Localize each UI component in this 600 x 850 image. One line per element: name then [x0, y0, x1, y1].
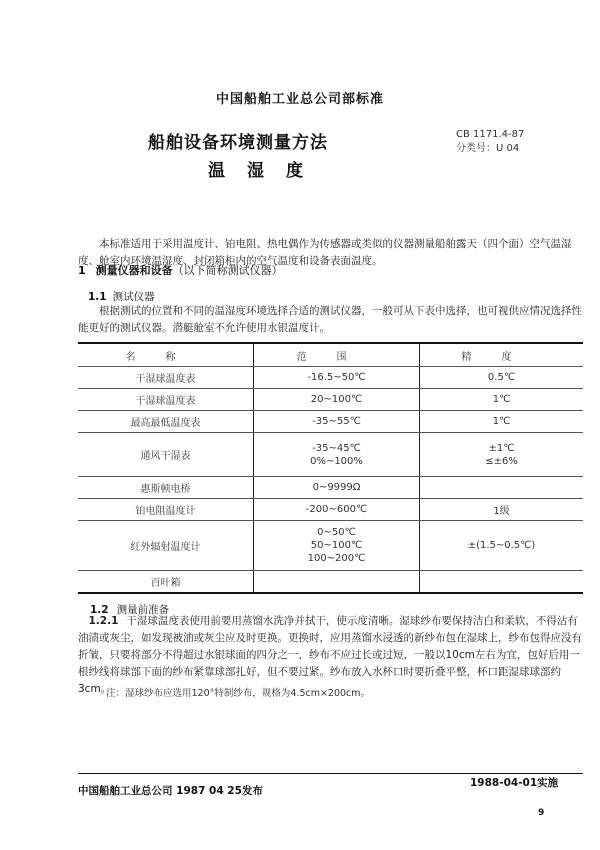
section-number: 1 [78, 264, 86, 277]
cell-accuracy: 1℃ [420, 389, 584, 411]
cell-accuracy: ±(1.5~0.5℃) [420, 521, 584, 571]
issue-date: 中国船舶工业总公司 1987 04 25发布 [78, 785, 263, 797]
document-subtitle: 温湿度 [208, 161, 325, 181]
cell-range: -35~55℃ [254, 411, 420, 433]
cell-accuracy [420, 571, 584, 593]
section-note: （以下简称测试仪器） [172, 264, 283, 277]
clause-text: 干湿球温度表使用前要用蒸馏水洗净并拭干，使示度清晰。湿球纱布要保持洁白和柔软，不得沾有油渍或灰尘，如发现被油或灰尘应及时更换。更换时，应用蒸馏水浸透的新纱布包在湿球上，纱布包得应没有折皱，只要将部分不得超过水银球面的四分之一，纱布不应过长或过短，一般以10cm左右为宜，包好后用一根纱线将球部下面的纱布紧靠球部扎好，但不要过紧。纱布放入水杯口时要折叠平整，杯口距湿球球部约3cm。 [78, 615, 582, 695]
cell-accuracy: 0.5℃ [420, 367, 584, 389]
cell-accuracy [420, 477, 584, 499]
footer-divider [78, 773, 583, 774]
cell-name: 最高最低温度表 [78, 411, 254, 433]
section-title: 测试仪器 [112, 291, 155, 303]
cell-range: -200~600℃ [254, 499, 420, 521]
column-header-range: 范围 [254, 343, 420, 367]
organization-standard-heading: 中国船舶工业总公司部标准 [215, 92, 384, 107]
cell-range: -35~45℃ 0%~100% [254, 433, 420, 477]
cell-accuracy: ±1℃ ≤±6% [420, 433, 584, 477]
cell-accuracy: 1℃ [420, 411, 584, 433]
cell-range: -16.5~50℃ [254, 367, 420, 389]
table-row [78, 411, 583, 433]
column-header-name: 名称 [78, 343, 254, 367]
cell-name: 惠斯顿电桥 [78, 477, 254, 499]
instrument-table [78, 342, 583, 594]
standard-number: CB 1171.4-87 [456, 129, 525, 140]
page-number: 9 [538, 808, 545, 818]
column-header-accuracy: 精度 [420, 343, 584, 367]
document-title: 船舶设备环境测量方法 [148, 133, 328, 153]
cell-name: 红外辐射温度计 [78, 521, 254, 571]
table-header-row [78, 343, 583, 367]
footnote: 注：湿球纱布应选用120°特制纱布，规格为4.5cm×200cm。 [106, 688, 371, 699]
section-1-1-heading [88, 289, 155, 304]
table-row [78, 521, 583, 571]
cell-range: 0~50℃ 50~100℃ 100~200℃ [254, 521, 420, 571]
section-title: 测量仪器和设备 [95, 264, 173, 277]
table-row [78, 477, 583, 499]
section-1-heading [78, 262, 283, 278]
cell-accuracy: 1级 [420, 499, 584, 521]
clause-number: 1.2.1 [88, 615, 119, 627]
section-number: 1.1 [88, 291, 107, 303]
cell-name: 铂电阻温度计 [78, 499, 254, 521]
section-number: 1.2 [90, 604, 109, 616]
table-row [78, 433, 583, 477]
cell-name: 百叶箱 [78, 571, 254, 593]
table-row [78, 367, 583, 389]
effective-date: 1988-04-01实施 [470, 777, 559, 789]
classification-number: 分类号：U 04 [456, 143, 520, 154]
cell-name: 通风干湿表 [78, 433, 254, 477]
cell-name: 干湿球温度表 [78, 367, 254, 389]
section-title: 测量前准备 [116, 604, 170, 616]
cell-range: 20~100℃ [254, 389, 420, 411]
cell-range: 0~9999Ω [254, 477, 420, 499]
cell-name: 干湿球温度表 [78, 389, 254, 411]
table-row [78, 571, 583, 593]
standard-code-block [456, 128, 524, 156]
section-1-1-paragraph: 根据测试的位置和不同的温湿度环境选择合适的测试仪器，一般可从下表中选择，也可视供应情况选择性能更好的测试仪器。潜艇舱室不允许使用水银温度计。 [78, 305, 582, 334]
intro-paragraph: 本标准适用于采用温度计、铂电阻、热电偶作为传感器或类似的仪器测量船舶露天（四个面）空气温湿度、舱室内环境温湿度、封闭箱柜内的空气温度和设备表面温度。 [78, 238, 572, 267]
cell-range [254, 571, 420, 593]
table-row [78, 499, 583, 521]
table-row [78, 389, 583, 411]
